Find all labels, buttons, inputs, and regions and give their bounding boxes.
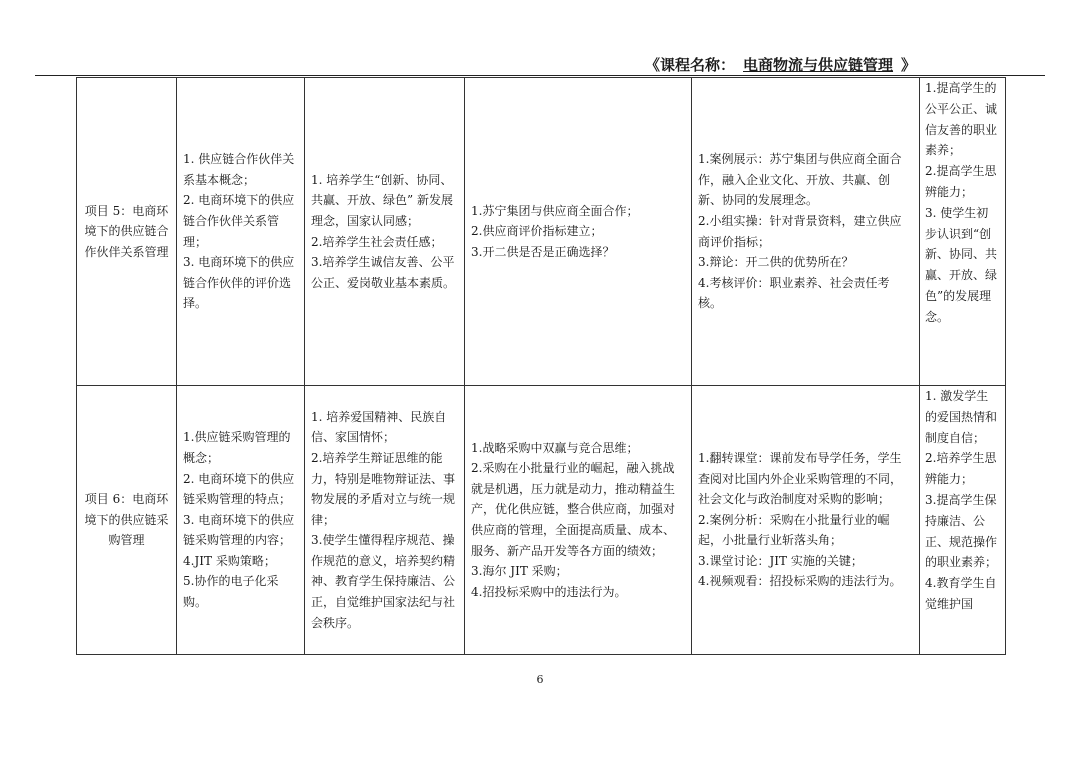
project-cell: 项目 6：电商环境下的供应链采购管理 [77,386,177,655]
knowledge-cell [177,78,305,386]
case-cell [465,78,692,386]
cell-line: 2.案例分析：采购在小批量行业的崛起，小批量行业斩落头角； [698,512,890,548]
table-row [77,386,1006,655]
cell-line: 3.培养学生诚信友善、公平公正、爱岗敬业基本素质。 [311,255,456,290]
cell-line: 2.供应商评价指标建立； [471,224,603,239]
cell-line: 1. 培养学生“创新、协同、共赢、开放、绿色” 新发展理念，国家认同感； [311,172,453,228]
cell-line: 2.培养学生思辨能力； [925,451,997,487]
cell-line: 3.辩论：开二供的优势所在？ [698,255,854,270]
cell-line: 2.培养学生辩证思维的能力，特别是唯物辩证法、事物发展的矛盾对立与统一规律； [311,450,456,527]
cell-line: 1.战略采购中双赢与竞合思维； [471,440,639,455]
cell-line: 2.培养学生社会责任感； [311,234,443,249]
case-cell [465,386,692,655]
cell-line: 2. 电商环境下的供应链合作伙伴关系管理； [183,193,295,249]
course-title [645,54,916,75]
cell-line: 1.苏宁集团与供应商全面合作； [471,203,639,218]
syllabus-table [76,77,1006,655]
cell-line: 3. 电商环境下的供应链采购管理的内容； [183,512,295,548]
cell-line: 4.招投标采购中的违法行为。 [471,584,627,599]
cell-line: 1.供应链采购管理的概念； [183,430,291,465]
cell-line: 1. 激发学生的爱国热情和制度自信； [925,389,998,445]
cell-line: 1. 供应链合作伙伴关系基本概念； [183,152,295,187]
method-cell [692,78,920,386]
cell-line: 4.视频观看：招投标采购的违法行为。 [698,574,902,589]
cell-line: 3.海尔 JIT 采购； [471,564,568,579]
cell-line: 5.协作的电子化采购。 [183,574,279,610]
course-title-suffix: 》 [901,56,917,74]
cell-line: 4.考核评价：职业素养、社会责任考核。 [698,275,890,311]
cell-line: 2.小组实操：针对背景资料，建立供应商评价指标； [698,213,902,249]
cell-line: 2.采购在小批量行业的崛起，融入挑战就是机遇，压力就是动力，推动精益生产，优化供应链，整合供应商，加强对供应商的管理，全面提高质量、成本、服务、新产品开发等各方面的绩效； [471,461,676,558]
cell-line: 3. 电商环境下的供应链合作伙伴的评价选择。 [183,255,295,311]
cell-line: 4.JIT 采购策略； [183,553,276,568]
cell-line: 1.案例展示：苏宁集团与供应商全面合作，融入企业文化、开放、共赢、创新、协同的发展理念。 [698,152,902,208]
ideology-goal-cell [305,78,465,386]
header-divider [35,75,1045,76]
cell-line: 1.翻转课堂：课前发布导学任务，学生查阅对比国内外企业采购管理的不同，社会文化与政治制度对采购的影响； [698,450,903,507]
method-cell [692,386,920,655]
cell-line: 3.开二供是否是正确选择？ [471,244,615,259]
cell-line: 1. 培养爱国精神、民族自信、家国情怀； [311,409,447,445]
knowledge-cell [177,386,305,655]
ideology-goal-cell [305,386,465,655]
cell-line: 3.课堂讨论：JIT 实施的关键； [698,553,863,568]
cell-line: 3. 使学生初步认识到“创新、协同、共赢、开放、绿色”的发展理念。 [925,205,998,324]
cell-line: 4.教育学生自觉维护国 [925,576,997,611]
cell-line: 3.使学生懂得程序规范、操作规范的意义，培养契约精神、教育学生保持廉洁、公正，自觉维护国家法纪与社会秩序。 [311,533,456,630]
page-header [0,54,1080,76]
table-row [77,78,1006,386]
cell-line: 1.提高学生的公平公正、诚信友善的职业素养； [925,81,998,158]
project-cell: 项目 5：电商环境下的供应链合作伙伴关系管理 [77,78,177,386]
course-title-prefix: 《课程名称： [645,56,736,74]
page-number: 6 [536,673,544,686]
cell-line: 2.提高学生思辨能力； [925,164,997,199]
outcome-cell [920,78,1006,386]
cell-line: 2. 电商环境下的供应链采购管理的特点； [183,471,295,507]
outcome-cell [920,386,1006,655]
course-name: 电商物流与供应链管理 [743,56,894,74]
cell-line: 3.提高学生保持廉洁、公正、规范操作的职业素养； [925,492,998,570]
